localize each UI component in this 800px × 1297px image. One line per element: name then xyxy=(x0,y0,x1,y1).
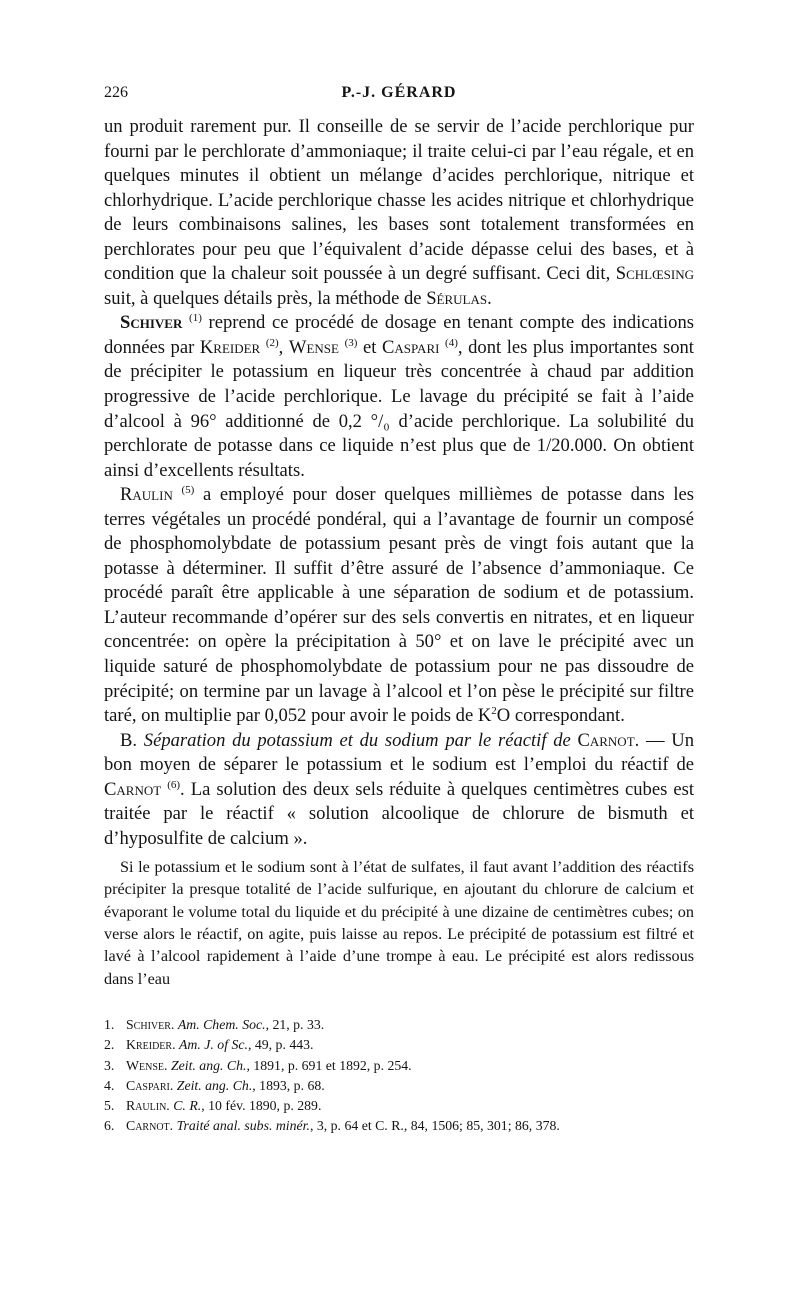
footnote-6 xyxy=(104,1116,704,1136)
superscript-2: 2 xyxy=(491,704,497,717)
section-heading-italic: Séparation du potassium et du sodium par le réactif de xyxy=(143,729,578,751)
footnote-4 xyxy=(104,1076,704,1096)
author-name-schloesing: Schlœsing xyxy=(615,263,694,285)
footnote-1 xyxy=(104,1015,704,1035)
paragraph-3-end: O correspondant. xyxy=(496,705,625,727)
footnote-details: , 21, p. 33. xyxy=(265,1017,325,1032)
footnote-number: 3. xyxy=(104,1057,115,1073)
footnote-journal: Am. J. of Sc. xyxy=(178,1037,248,1053)
footnote-2 xyxy=(104,1035,704,1055)
footnote-journal: Am. Chem. Soc. xyxy=(177,1017,266,1032)
footnote-number: 6. xyxy=(104,1118,115,1134)
footnote-5 xyxy=(104,1096,704,1116)
footnote-ref-1[interactable]: (1) xyxy=(189,312,202,325)
paragraph-2-text-c: et xyxy=(357,336,382,358)
paragraph-3 xyxy=(104,483,694,728)
main-text xyxy=(104,115,694,851)
paragraph-4-end: . La solution des deux sels réduite à quelques centimètres cubes est traitée par le réactif « solution alcoolique de chlorure de bismuth et d’hyposulfite de calcium ». xyxy=(104,778,694,849)
paragraph-3-text: a employé pour doser quelques millièmes de potasse dans les terres végétales un procédé pondéral, qui a l’avantage de fournir un composé de phosphomolybdate de potassium pesant près de vingt fois autant que la potasse à déterminer. Il suffit d’être assuré de l’absence d’ammoniaque. Ce procédé paraît être applicable à une séparation de sodium et de potassium. L’auteur recommande d’opérer sur des sels convertis en nitrates, et en liqueur concentrée: on opère la précipitation à 50° et on lave le précipité avec un liquide saturé de phosphomolybdate de potassium pour ne pas dissoudre de précipité; on termine par un lavage à l’alcool et l’on pèse le précipité sur filtre taré, on multiplie par 0,052 pour avoir le poids de K xyxy=(104,484,694,727)
author-name-serulas: Sérulas xyxy=(426,287,488,309)
footnote-author: Raulin. xyxy=(126,1098,170,1114)
paragraph-2-text-d: , dont les plus importantes sont de précipiter le potassium en liqueur très concentrée à chaud par addition progressive de l’acide perchlorique. Le lavage du précipité se fait à l’aide d’alcool à 96° additionné de 0,2 °/₀ d’acide perchlorique. La solubilité du perchlorate de potasse dans ce liquide n’est plus que de 1/20.000. On obtient ainsi d’excellents résultats. xyxy=(104,336,694,481)
footnote-author: Carnot. xyxy=(126,1118,174,1134)
small-print-paragraph xyxy=(104,856,694,990)
footnote-author: Wense. xyxy=(126,1057,168,1073)
author-name-wense: Wense xyxy=(288,336,339,358)
footnote-number: 2. xyxy=(104,1037,115,1053)
footnote-ref-2[interactable]: (2) xyxy=(265,336,279,349)
section-label-b: B. xyxy=(120,729,144,751)
footnote-ref-5[interactable]: (5) xyxy=(181,484,195,497)
author-name-raulin: Raulin xyxy=(120,484,173,506)
paragraph-1-end: . xyxy=(487,287,492,309)
footnote-number: 5. xyxy=(104,1098,115,1114)
paragraph-1-middle: suit, à quelques détails près, la méthode de xyxy=(104,287,427,309)
footnote-details: , 1891, p. 691 et 1892, p. 254. xyxy=(246,1057,412,1073)
footnotes xyxy=(104,1015,704,1137)
paragraph-4-text: . — Un bon moyen de séparer le potassium et le sodium est l’emploi du réactif de xyxy=(104,729,695,776)
footnote-author: Kreider. xyxy=(126,1037,176,1053)
footnote-details: , 49, p. 443. xyxy=(247,1037,314,1053)
page-header xyxy=(104,84,694,106)
author-name-carnot-2: Carnot xyxy=(104,778,162,800)
paragraph-2 xyxy=(104,311,694,483)
footnote-journal: Traité anal. subs. minér. xyxy=(176,1118,310,1134)
paragraph-1-text: un produit rarement pur. Il conseille de se servir de l’acide perchlorique pur fourni par le perchlorate d’ammoniaque; il traite celui-ci par l’eau régale, et en quelques minutes il obtient un mélange d’acides perchlorique, nitrique et chlorhydrique. L’acide perchlorique chasse les acides nitrique et chlorhydrique de leurs combinaisons salines, les bases sont totalement transformées en perchlorates pour peu que l’équivalent d’acide dépasse celui des bases, et à condition que la chaleur soit poussée à un degré suffisant. Ceci dit, xyxy=(104,116,694,285)
footnote-3 xyxy=(104,1056,704,1076)
footnote-journal: Zeit. ang. Ch. xyxy=(176,1077,253,1093)
paragraph-2-text-a: reprend ce procédé de dosage en tenant compte des indications données par xyxy=(104,312,694,358)
footnote-number: 1. xyxy=(104,1017,115,1032)
footnote-ref-6[interactable]: (6) xyxy=(167,778,181,791)
footnote-number: 4. xyxy=(104,1077,115,1093)
paragraph-2-text-b: , xyxy=(278,336,289,358)
author-name-kreider: Kreider xyxy=(199,336,261,358)
footnote-details: , 10 fév. 1890, p. 289. xyxy=(201,1098,322,1114)
paragraph-1 xyxy=(104,115,694,311)
footnote-ref-4[interactable]: (4) xyxy=(445,336,458,349)
footnote-author: Caspari. xyxy=(126,1077,174,1093)
author-name-carnot: Carnot xyxy=(577,729,635,751)
page-number: 226 xyxy=(104,84,128,101)
footnote-author: Schiver. xyxy=(126,1017,175,1032)
footnote-details: , 3, p. 64 et C. R., 84, 1506; 85, 301; 86, 378. xyxy=(309,1118,560,1134)
footnote-ref-3[interactable]: (3) xyxy=(344,336,358,349)
footnote-journal: C. R. xyxy=(173,1098,202,1114)
author-name-caspari: Caspari xyxy=(382,336,440,358)
footnote-journal: Zeit. ang. Ch. xyxy=(170,1057,247,1073)
small-paragraph-text: Si le potassium et le sodium sont à l’état de sulfates, il faut avant l’addition des réactifs précipiter la presque totalité de l’acide sulfurique, en ajoutant du chlorure de calcium et évaporant le volume total du liquide et du précipité à une dizaine de centimètres cubes; on verse alors le réactif, on agite, puis laisse au repos. Le précipité de potassium est filtré et lavé à l’alcool rapidement à l’aide d’une trompe à eau. Le précipité est alors redissous dans l’eau xyxy=(104,858,694,988)
author-name-schiver: Schiver xyxy=(120,312,183,334)
running-head: P.-J. GÉRARD xyxy=(341,84,457,101)
paragraph-4 xyxy=(104,729,694,852)
footnote-details: , 1893, p. 68. xyxy=(252,1077,325,1093)
